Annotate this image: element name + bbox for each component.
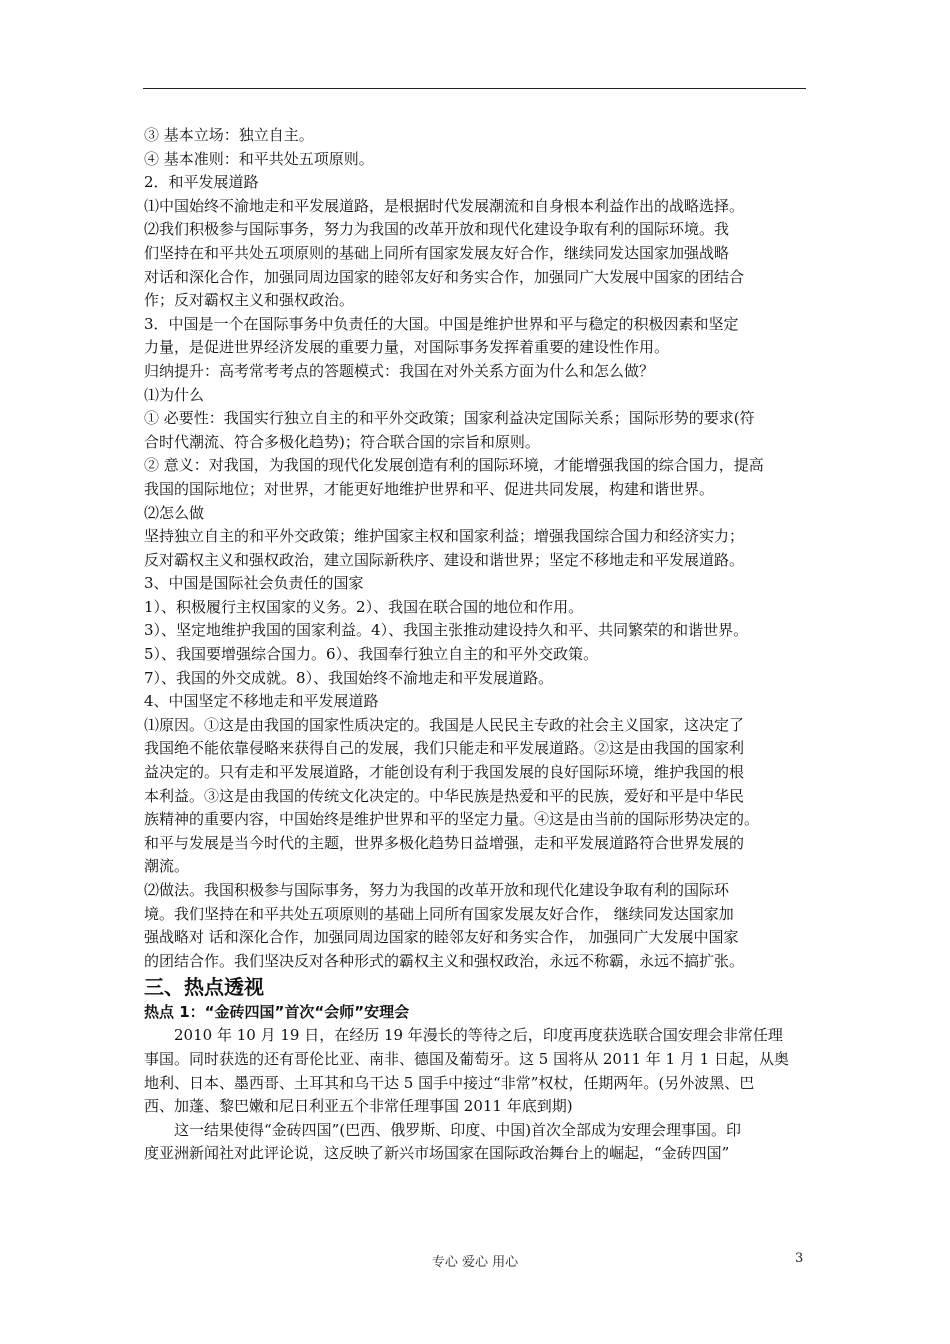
text-line: 对话和深化合作，加强同周边国家的睦邻友好和务实合作，加强同广大发展中国家的团结合 [144,267,745,286]
text-line: ② 意义：对我国，为我国的现代化发展创造有利的国际环境，才能增强我国的综合国力，提高 [144,456,764,475]
text-line: 族精神的重要内容，中国始终是维护世界和平的坚定力量。④这是由当前的国际形势决定的。 [144,810,760,829]
text-line: 2．和平发展道路 [144,173,259,192]
text-line: 我国绝不能依靠侵略来获得自己的发展，我们只能走和平发展道路。②这是由我国的国家利 [144,739,745,758]
page-footer: 专心 爱心 用心 [431,1255,519,1270]
text-line: 反对霸权主义和强权政治，建立国际新秩序、建设和谐世界；坚定不移地走和平发展道路。 [144,550,745,569]
text-line: 坚持独立自主的和平外交政策；维护国家主权和国家利益；增强我国综合国力和经济实力； [144,527,745,546]
text-line: 益决定的。只有走和平发展道路，才能创设有利于我国发展的良好国际环境，维护我国的根 [144,763,745,782]
text-line: 3）、坚定地维护我国的国家利益。4）、我国主张推动建设持久和平、共同繁荣的和谐世界。 [144,621,749,640]
text-line: 地利、日本、墨西哥、土耳其和乌干达 5 国手中接过“非常”权杖，任期两年。(另外波黑、巴 [144,1073,755,1092]
text-line: 和平与发展是当今时代的主题，世界多极化趋势日益增强，走和平发展道路符合世界发展的 [144,833,745,852]
section-title: 三、热点透视 [144,975,264,1000]
text-line: 7）、我国的外交成就。8）、我国始终不渝地走和平发展道路。 [144,668,554,687]
text-line: 3、中国是国际社会负责任的国家 [144,574,364,593]
text-line: 1）、积极履行主权国家的义务。2）、我国在联合国的地位和作用。 [144,597,584,616]
text-line: 3．中国是一个在国际事务中负责任的大国。中国是维护世界和平与稳定的积极因素和坚定 [144,314,739,333]
text-line: ④ 基本准则：和平共处五项原则。 [144,149,374,168]
text-line: 本利益。③这是由我国的传统文化决定的。中华民族是热爱和平的民族，爱好和平是中华民 [144,786,745,805]
text-line: ⑴中国始终不渝地走和平发展道路，是根据时代发展潮流和自身根本利益作出的战略选择。 [144,196,745,215]
text-line: ⑵我们积极参与国际事务，努力为我国的改革开放和现代化建设争取有利的国际环境。我 [144,220,730,239]
header-rule [143,88,806,89]
text-line: ① 必要性：我国实行独立自主的和平外交政策；国家利益决定国际关系；国际形势的要求(符 [144,409,755,428]
text-line: 强战略对 话和深化合作，加强同周边国家的睦邻友好和务实合作， 加强同广大发展中国家 [144,928,739,947]
text-line: 合时代潮流、符合多极化趋势)；符合联合国的宗旨和原则。 [144,432,540,451]
text-line: 这一结果使得“金砖四国”(巴西、俄罗斯、印度、中国)首次全部成为安理会理事国。印 [174,1120,742,1139]
text-line: 境。我们坚持在和平共处五项原则的基础上同所有国家发展友好合作， 继续同发达国家加 [144,904,734,923]
text-line: 度亚洲新闻社对此评论说，这反映了新兴市场国家在国际政治舞台上的崛起，“金砖四国” [144,1144,730,1163]
text-line: 5）、我国要增强综合国力。6）、我国奉行独立自主的和平外交政策。 [144,645,599,664]
text-line: 归纳提升：高考常考考点的答题模式：我国在对外关系方面为什么和怎么做？ [144,361,655,380]
text-line: 潮流。 [144,857,190,876]
document-body [144,124,810,1166]
text-line: ③ 基本立场：独立自主。 [144,126,314,144]
page-number: 3 [795,1251,804,1266]
text-line: ⑵做法。我国积极参与国际事务，努力为我国的改革开放和现代化建设争取有利的国际环 [144,881,730,899]
text-line: 作；反对霸权主义和强权政治。 [144,291,355,310]
text-line: ⑴原因。①这是由我国的国家性质决定的。我国是人民民主专政的社会主义国家，这决定了 [144,715,745,734]
text-line: 的团结合作。我们坚决反对各种形式的霸权主义和强权政治，永远不称霸，永远不搞扩张。 [144,951,745,970]
text-line: ⑴为什么 [144,385,205,404]
text-line: 4、中国坚定不移地走和平发展道路 [144,692,379,711]
text-line: ⑵怎么做 [144,503,205,522]
text-line: 我国的国际地位；对世界，才能更好地维护世界和平、促进共同发展，构建和谐世界。 [144,479,715,498]
text-line: 力量，是促进世界经济发展的重要力量，对国际事务发挥着重要的建设性作用。 [144,338,670,357]
text-line: 2010 年 10 月 19 日，在经历 19 年漫长的等待之后，印度再度获选联合国安理会非常任理 [174,1026,783,1045]
text-line: 事国。同时获选的还有哥伦比亚、南非、德国及葡萄牙。这 5 国将从 2011 年 1 月 1 日起，从奥 [144,1049,789,1068]
text-line: 们坚持在和平共处五项原则的基础上同所有国家发展友好合作，继续同发达国家加强战略 [144,243,730,262]
hot-topic-title: 热点 1：“金砖四国”首次“会师”安理会 [144,1003,410,1022]
text-line: 西、加蓬、黎巴嫩和尼日利亚五个非常任理事国 2011 年底到期) [144,1097,573,1116]
